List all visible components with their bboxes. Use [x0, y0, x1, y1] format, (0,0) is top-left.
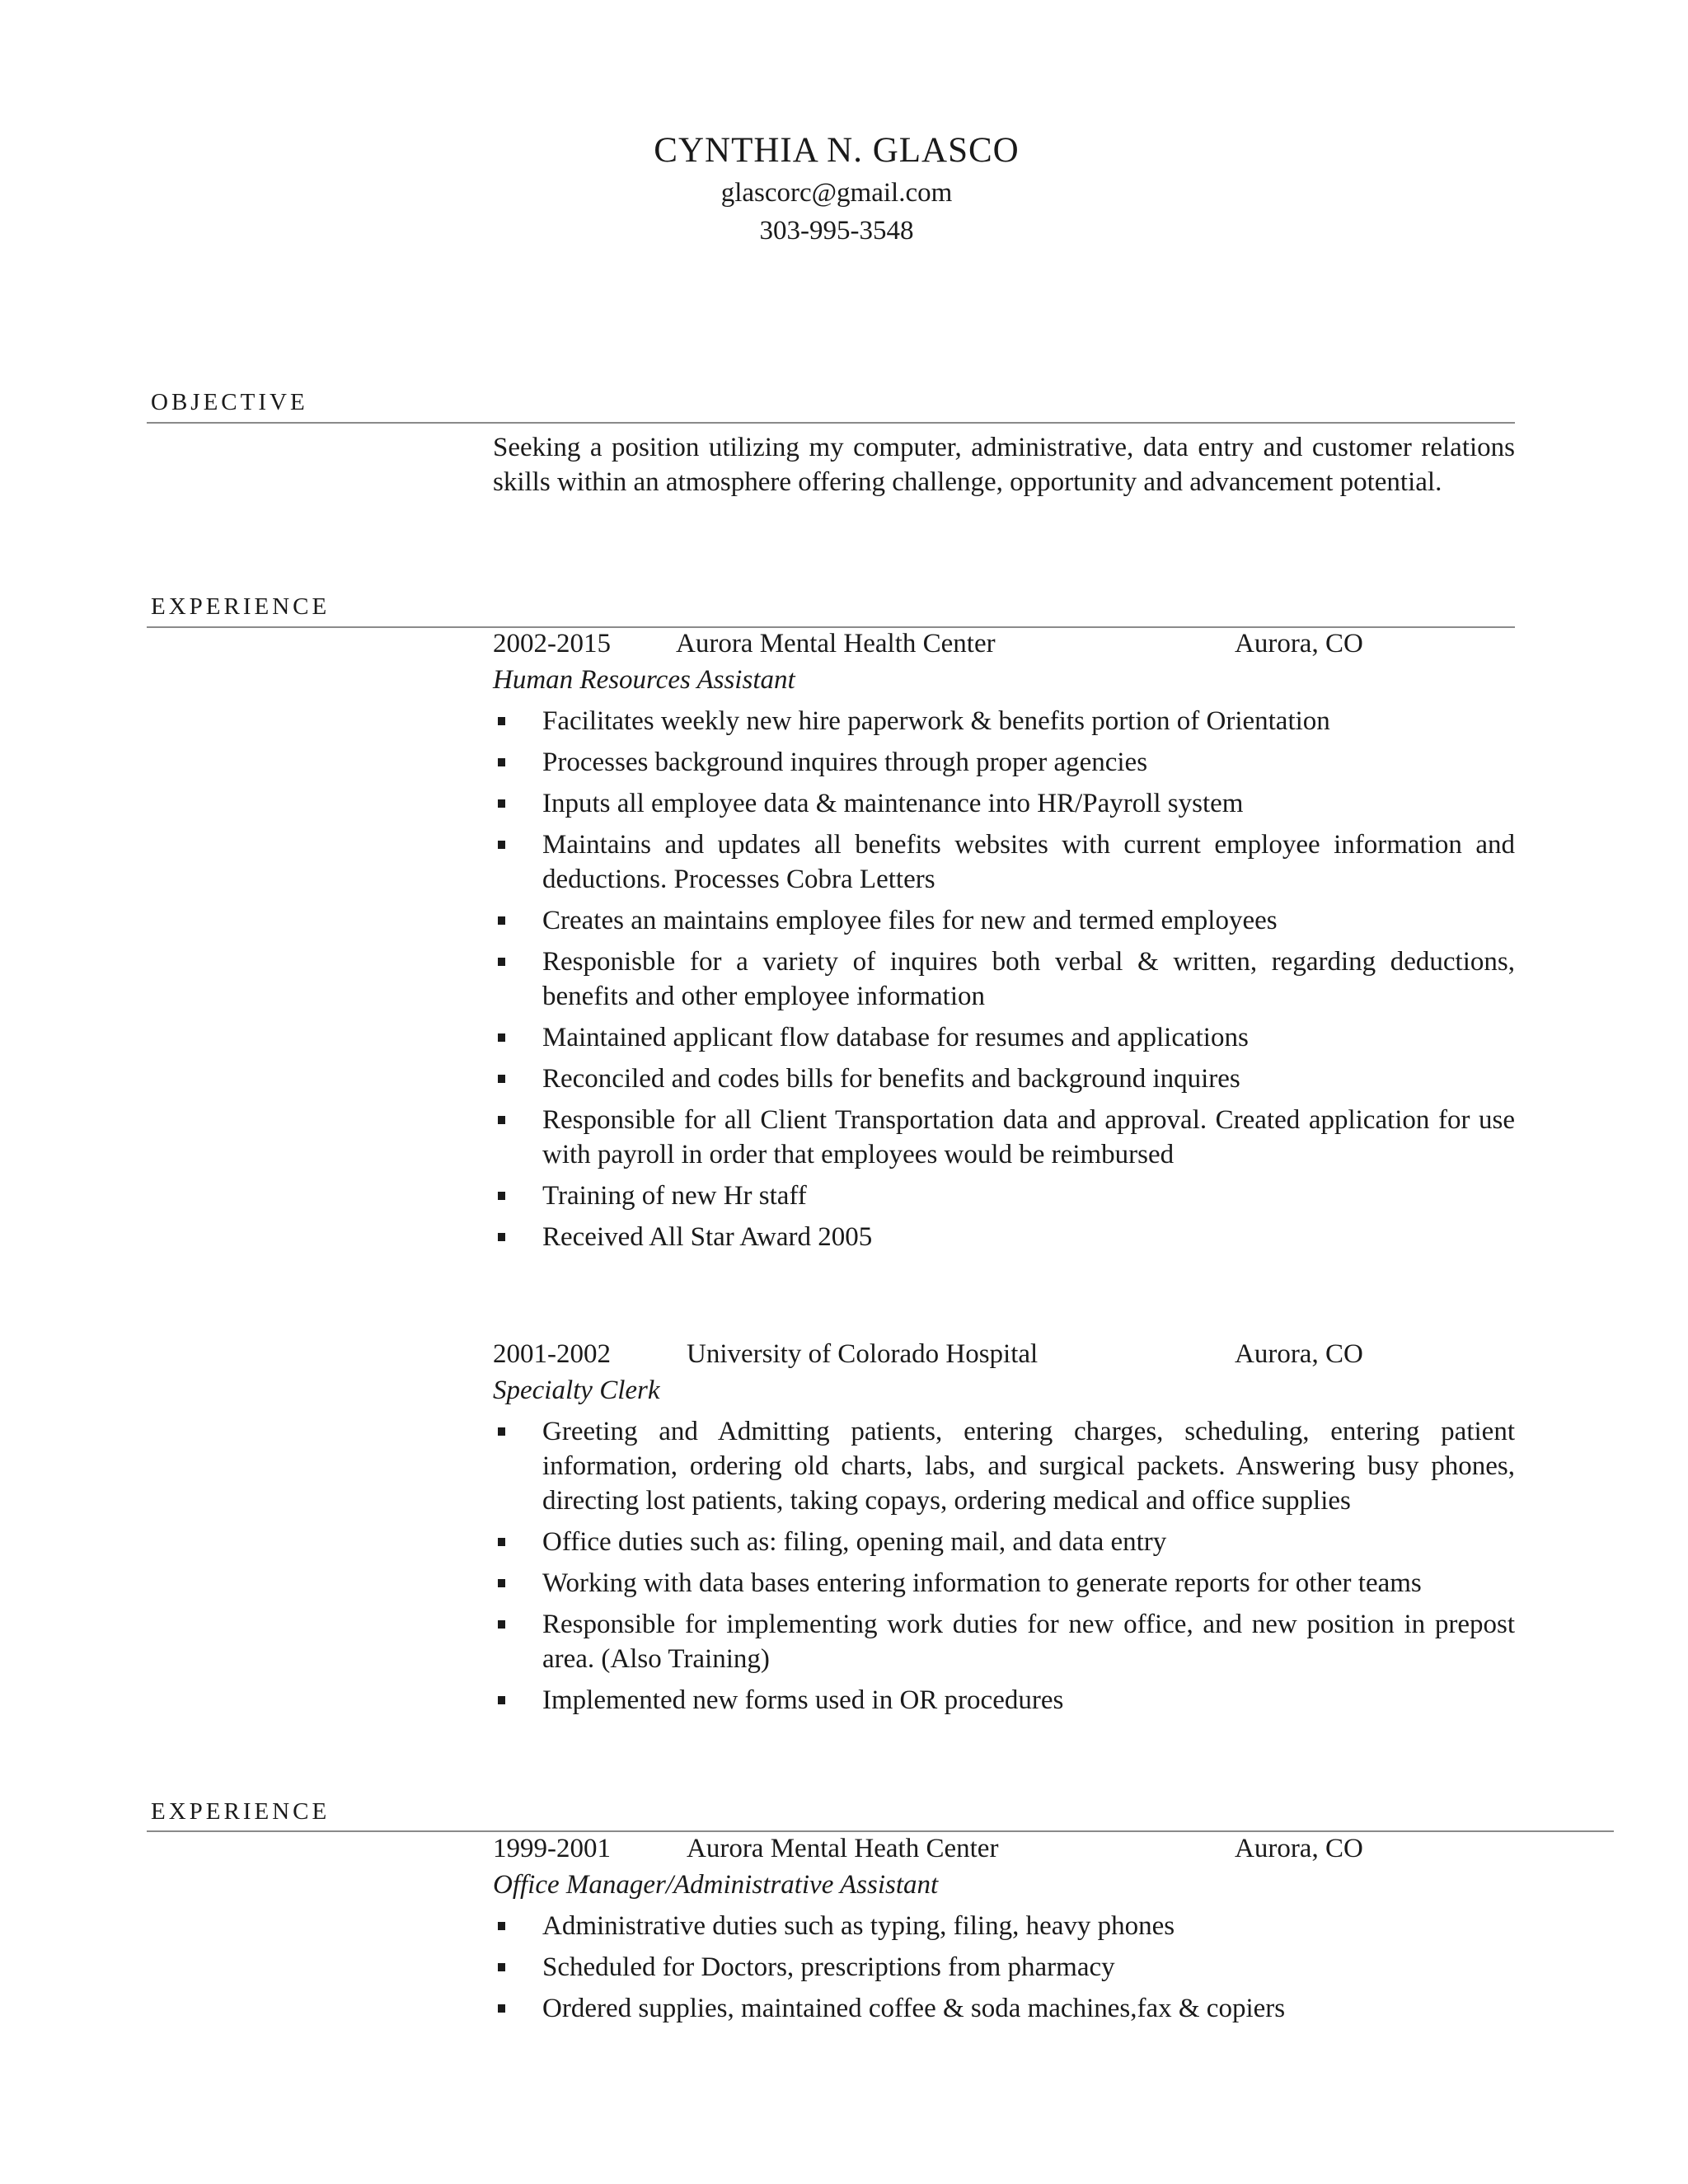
list-item: Maintained applicant flow database for resumes and applications	[493, 1020, 1515, 1055]
list-item: Inputs all employee data & maintenance into HR/Payroll system	[493, 786, 1515, 821]
square-bullet-icon	[498, 1922, 505, 1930]
list-item: Maintains and updates all benefits websites with current employee information and deductions. Processes Cobra Letters	[493, 827, 1515, 897]
job-organization: Aurora Mental Health Center	[676, 629, 996, 658]
list-item: Office duties such as: filing, opening mail, and data entry	[493, 1525, 1515, 1559]
job-duties-list	[493, 704, 1515, 1254]
job-title: Specialty Clerk	[493, 1376, 660, 1405]
list-item: Scheduled for Doctors, prescriptions from pharmacy	[493, 1950, 1515, 1985]
square-bullet-icon	[498, 2004, 505, 2013]
list-item: Facilitates weekly new hire paperwork & benefits portion of Orientation	[493, 704, 1515, 738]
square-bullet-icon	[498, 717, 505, 725]
candidate-name: CYNTHIA N. GLASCO	[654, 131, 1020, 170]
experience-heading-continued: EXPERIENCE	[151, 1798, 331, 1825]
list-item: Received All Star Award 2005	[493, 1220, 1515, 1254]
job-header	[493, 1337, 1515, 1371]
objective-heading: OBJECTIVE	[151, 389, 308, 415]
job-dates: 2002-2015	[493, 629, 611, 658]
list-item: Processes background inquires through proper agencies	[493, 745, 1515, 780]
list-item: Implemented new forms used in OR procedures	[493, 1683, 1515, 1718]
list-item: Responisble for a variety of inquires both verbal & written, regarding deductions, benefits and other employee information	[493, 944, 1515, 1014]
job-location: Aurora, CO	[1235, 1834, 1363, 1863]
square-bullet-icon	[498, 1033, 505, 1042]
square-bullet-icon	[498, 1427, 505, 1436]
job-duties-list	[493, 1909, 1515, 2026]
square-bullet-icon	[498, 958, 505, 966]
square-bullet-icon	[498, 1579, 505, 1587]
job-duties-list	[493, 1414, 1515, 1718]
square-bullet-icon	[498, 1116, 505, 1124]
list-item: Working with data bases entering information to generate reports for other teams	[493, 1566, 1515, 1601]
objective-text: Seeking a position utilizing my computer, administrative, data entry and customer relations skills within an atmosphere offering challenge, opportunity and advancement potential.	[493, 433, 1515, 497]
list-item: Reconciled and codes bills for benefits and background inquires	[493, 1062, 1515, 1096]
job-dates: 1999-2001	[493, 1834, 611, 1863]
square-bullet-icon	[498, 1192, 505, 1200]
job-header	[493, 1831, 1515, 1866]
resume-header	[0, 128, 1673, 250]
job-organization: Aurora Mental Heath Center	[687, 1834, 999, 1863]
square-bullet-icon	[498, 1075, 505, 1083]
job-dates: 2001-2002	[493, 1339, 611, 1369]
job-location: Aurora, CO	[1235, 629, 1363, 658]
square-bullet-icon	[498, 1538, 505, 1546]
experience-heading: EXPERIENCE	[151, 593, 331, 620]
list-item: Responsible for all Client Transportation data and approval. Created application for use with payroll in order that employees would be reimbursed	[493, 1103, 1515, 1172]
job-title: Office Manager/Administrative Assistant	[493, 1870, 939, 1900]
list-item: Greeting and Admitting patients, entering charges, scheduling, entering patient information, ordering old charts, labs, and surgical packets. Answering busy phones, directing lost patients, taking copays, ordering medical and office supplies	[493, 1414, 1515, 1518]
square-bullet-icon	[498, 1620, 505, 1629]
square-bullet-icon	[498, 758, 505, 766]
square-bullet-icon	[498, 1696, 505, 1704]
job-entry-1	[493, 626, 1515, 1261]
list-item: Ordered supplies, maintained coffee & soda machines,fax & copiers	[493, 1991, 1515, 2026]
objective-rule	[147, 422, 1515, 424]
job-location: Aurora, CO	[1235, 1339, 1363, 1369]
phone-number: 303-995-3548	[759, 216, 914, 246]
job-header	[493, 626, 1515, 661]
job-organization: University of Colorado Hospital	[687, 1339, 1039, 1369]
email-address: glascorc@gmail.com	[720, 178, 953, 208]
square-bullet-icon	[498, 1963, 505, 1971]
list-item: Administrative duties such as typing, filing, heavy phones	[493, 1909, 1515, 1943]
square-bullet-icon	[498, 1233, 505, 1241]
list-item: Responsible for implementing work duties for new office, and new position in prepost area. (Also Training)	[493, 1607, 1515, 1676]
square-bullet-icon	[498, 916, 505, 925]
square-bullet-icon	[498, 841, 505, 849]
job-title: Human Resources Assistant	[493, 665, 795, 695]
square-bullet-icon	[498, 799, 505, 808]
list-item: Training of new Hr staff	[493, 1179, 1515, 1213]
list-item: Creates an maintains employee files for new and termed employees	[493, 903, 1515, 938]
job-entry-3	[493, 1831, 1515, 2032]
job-entry-2	[493, 1337, 1515, 1724]
